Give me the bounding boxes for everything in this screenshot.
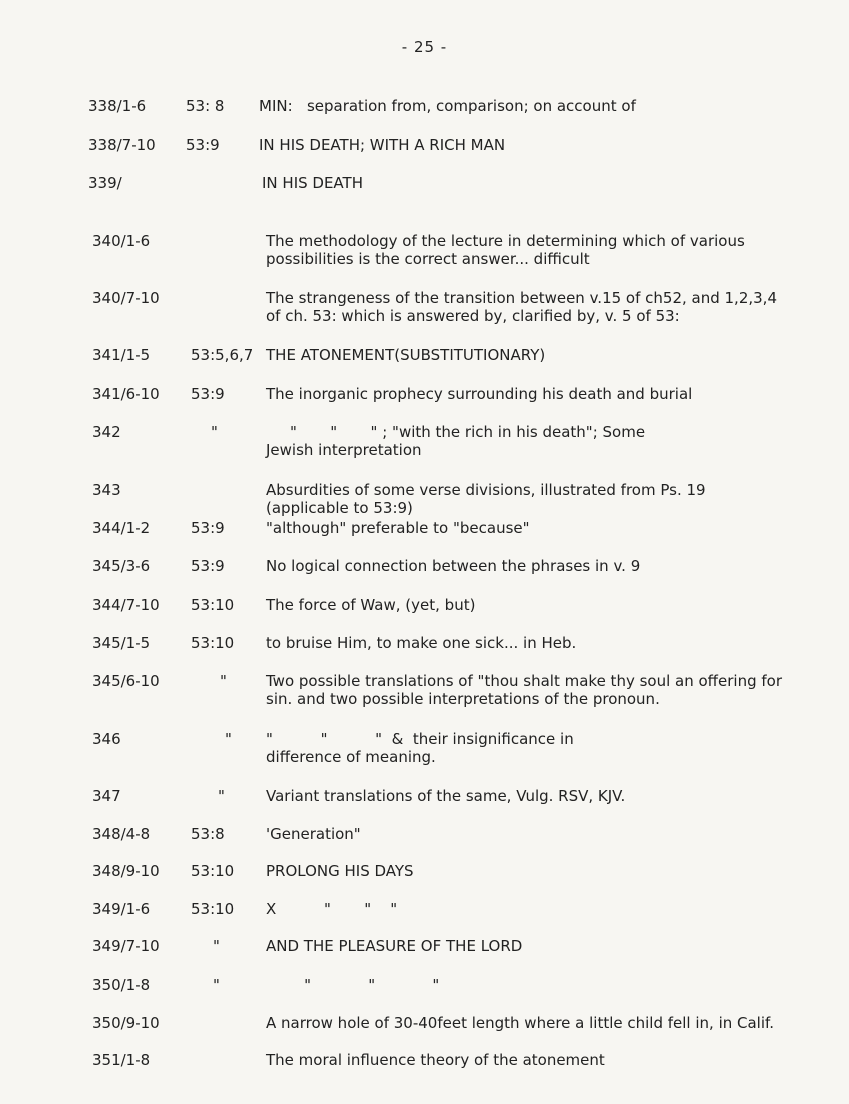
index-entry xyxy=(0,900,849,918)
entry-verse: 53:9 xyxy=(186,136,220,154)
entry-description xyxy=(266,385,846,403)
index-entry xyxy=(0,672,849,708)
index-entry xyxy=(0,174,849,192)
entry-verse: 53:9 xyxy=(191,557,225,575)
entry-reference: 340/7-10 xyxy=(92,289,160,307)
entry-description xyxy=(266,481,846,517)
entry-reference: 350/1-8 xyxy=(92,976,151,994)
entry-description-line: The inorganic prophecy surrounding his death and burial xyxy=(266,385,693,403)
entry-description-line: A narrow hole of 30-40feet length where a little child fell in, in Calif. xyxy=(266,1014,774,1032)
entry-description-line: Variant translations of the same, Vulg. RSV, KJV. xyxy=(266,787,626,805)
entry-description-line: Absurdities of some verse divisions, illustrated from Ps. 19 xyxy=(266,481,706,499)
entry-description-line: possibilities is the correct answer... difficult xyxy=(266,250,590,268)
entry-description-line: " " " ; "with the rich in his death"; Some xyxy=(290,423,646,441)
entry-verse: " xyxy=(225,730,232,748)
index-entry xyxy=(0,385,849,403)
index-entry xyxy=(0,937,849,955)
entry-description-line: difference of meaning. xyxy=(266,748,436,766)
index-entry xyxy=(0,1014,849,1032)
entry-description-line: IN HIS DEATH xyxy=(262,174,363,192)
entry-description-line: Jewish interpretation xyxy=(266,441,422,459)
entry-verse: 53:9 xyxy=(191,385,225,403)
entry-verse: 53:10 xyxy=(191,862,235,880)
entry-description xyxy=(266,423,849,459)
entry-description-line: X " " " xyxy=(266,900,398,918)
entry-verse: " xyxy=(213,937,220,955)
entry-description-line: (applicable to 53:9) xyxy=(266,499,413,517)
index-entry xyxy=(0,481,849,517)
entry-description xyxy=(266,787,846,805)
entry-description-line: The moral influence theory of the atonement xyxy=(266,1051,605,1069)
index-entry xyxy=(0,976,849,994)
entry-verse: 53:10 xyxy=(191,900,235,918)
entry-description-line: " " " & their insignificance in xyxy=(266,730,574,748)
entry-reference: 344/7-10 xyxy=(92,596,160,614)
entry-verse: " xyxy=(211,423,218,441)
index-entry xyxy=(0,97,849,115)
index-entry xyxy=(0,423,849,459)
entry-description xyxy=(266,672,846,708)
entry-description xyxy=(266,825,846,843)
entry-description xyxy=(266,634,846,652)
entry-description-line: " " " xyxy=(266,976,440,994)
entry-description-line: "although" preferable to "because" xyxy=(266,519,530,537)
entry-description xyxy=(266,862,846,880)
entry-verse: 53:5,6,7 xyxy=(191,346,254,364)
entry-description xyxy=(266,1051,846,1069)
entry-reference: 348/9-10 xyxy=(92,862,160,880)
entry-reference: 341/1-5 xyxy=(92,346,151,364)
page-number: - 25 - xyxy=(401,38,448,56)
entry-reference: 341/6-10 xyxy=(92,385,160,403)
entry-description xyxy=(266,730,846,766)
entry-description xyxy=(266,900,846,918)
entry-reference: 346 xyxy=(92,730,121,748)
index-entry xyxy=(0,346,849,364)
entry-reference: 343 xyxy=(92,481,121,499)
entry-description-line: Two possible translations of "thou shalt make thy soul an offering for xyxy=(266,672,782,690)
index-entry xyxy=(0,862,849,880)
entry-description xyxy=(266,1014,846,1032)
entry-reference: 340/1-6 xyxy=(92,232,151,250)
entry-reference: 349/7-10 xyxy=(92,937,160,955)
entry-description xyxy=(266,232,846,268)
index-entry xyxy=(0,1051,849,1069)
entry-verse: 53:9 xyxy=(191,519,225,537)
entry-description-line: to bruise Him, to make one sick... in Heb. xyxy=(266,634,577,652)
entry-verse: 53:10 xyxy=(191,596,235,614)
entry-description-line: The strangeness of the transition between v.15 of ch52, and 1,2,3,4 xyxy=(266,289,777,307)
entry-description-line: The methodology of the lecture in determining which of various xyxy=(266,232,745,250)
index-entry xyxy=(0,232,849,268)
index-entry xyxy=(0,787,849,805)
entry-verse: 53:10 xyxy=(191,634,235,652)
entry-reference: 350/9-10 xyxy=(92,1014,160,1032)
entry-reference: 351/1-8 xyxy=(92,1051,151,1069)
entry-description-line: THE ATONEMENT(SUBSTITUTIONARY) xyxy=(266,346,546,364)
entry-description-line: AND THE PLEASURE OF THE LORD xyxy=(266,937,523,955)
entry-reference: 345/1-5 xyxy=(92,634,151,652)
entry-description-line: MIN: separation from, comparison; on account of xyxy=(259,97,636,115)
entry-description xyxy=(259,97,839,115)
entry-reference: 339/ xyxy=(88,174,122,192)
entry-description-line: of ch. 53: which is answered by, clarified by, v. 5 of 53: xyxy=(266,307,680,325)
entry-description-line: The force of Waw, (yet, but) xyxy=(266,596,476,614)
entry-reference: 348/4-8 xyxy=(92,825,151,843)
index-entry xyxy=(0,557,849,575)
entry-description xyxy=(262,174,842,192)
entry-description xyxy=(266,596,846,614)
entry-description xyxy=(259,136,839,154)
index-entry xyxy=(0,596,849,614)
index-entry xyxy=(0,289,849,325)
entry-description xyxy=(266,937,846,955)
entry-verse: " xyxy=(220,672,227,690)
index-entry xyxy=(0,730,849,766)
entry-description xyxy=(266,976,846,994)
index-entry xyxy=(0,136,849,154)
entry-reference: 349/1-6 xyxy=(92,900,151,918)
index-entry xyxy=(0,519,849,537)
entry-verse: 53: 8 xyxy=(186,97,225,115)
entry-reference: 347 xyxy=(92,787,121,805)
entry-description-line: sin. and two possible interpretations of the pronoun. xyxy=(266,690,660,708)
entry-reference: 338/7-10 xyxy=(88,136,156,154)
entry-reference: 345/6-10 xyxy=(92,672,160,690)
entry-reference: 344/1-2 xyxy=(92,519,151,537)
entry-description-line: 'Generation" xyxy=(266,825,361,843)
entry-description xyxy=(266,289,846,325)
entry-verse: " xyxy=(218,787,225,805)
entry-reference: 338/1-6 xyxy=(88,97,147,115)
entry-description xyxy=(266,557,846,575)
entry-description xyxy=(266,519,846,537)
index-entry xyxy=(0,825,849,843)
entry-description-line: IN HIS DEATH; WITH A RICH MAN xyxy=(259,136,506,154)
entry-reference: 342 xyxy=(92,423,121,441)
entry-description-line: PROLONG HIS DAYS xyxy=(266,862,414,880)
entry-reference: 345/3-6 xyxy=(92,557,151,575)
index-entry xyxy=(0,634,849,652)
entry-verse: 53:8 xyxy=(191,825,225,843)
entry-verse: " xyxy=(213,976,220,994)
entry-description xyxy=(266,346,846,364)
entry-description-line: No logical connection between the phrases in v. 9 xyxy=(266,557,641,575)
